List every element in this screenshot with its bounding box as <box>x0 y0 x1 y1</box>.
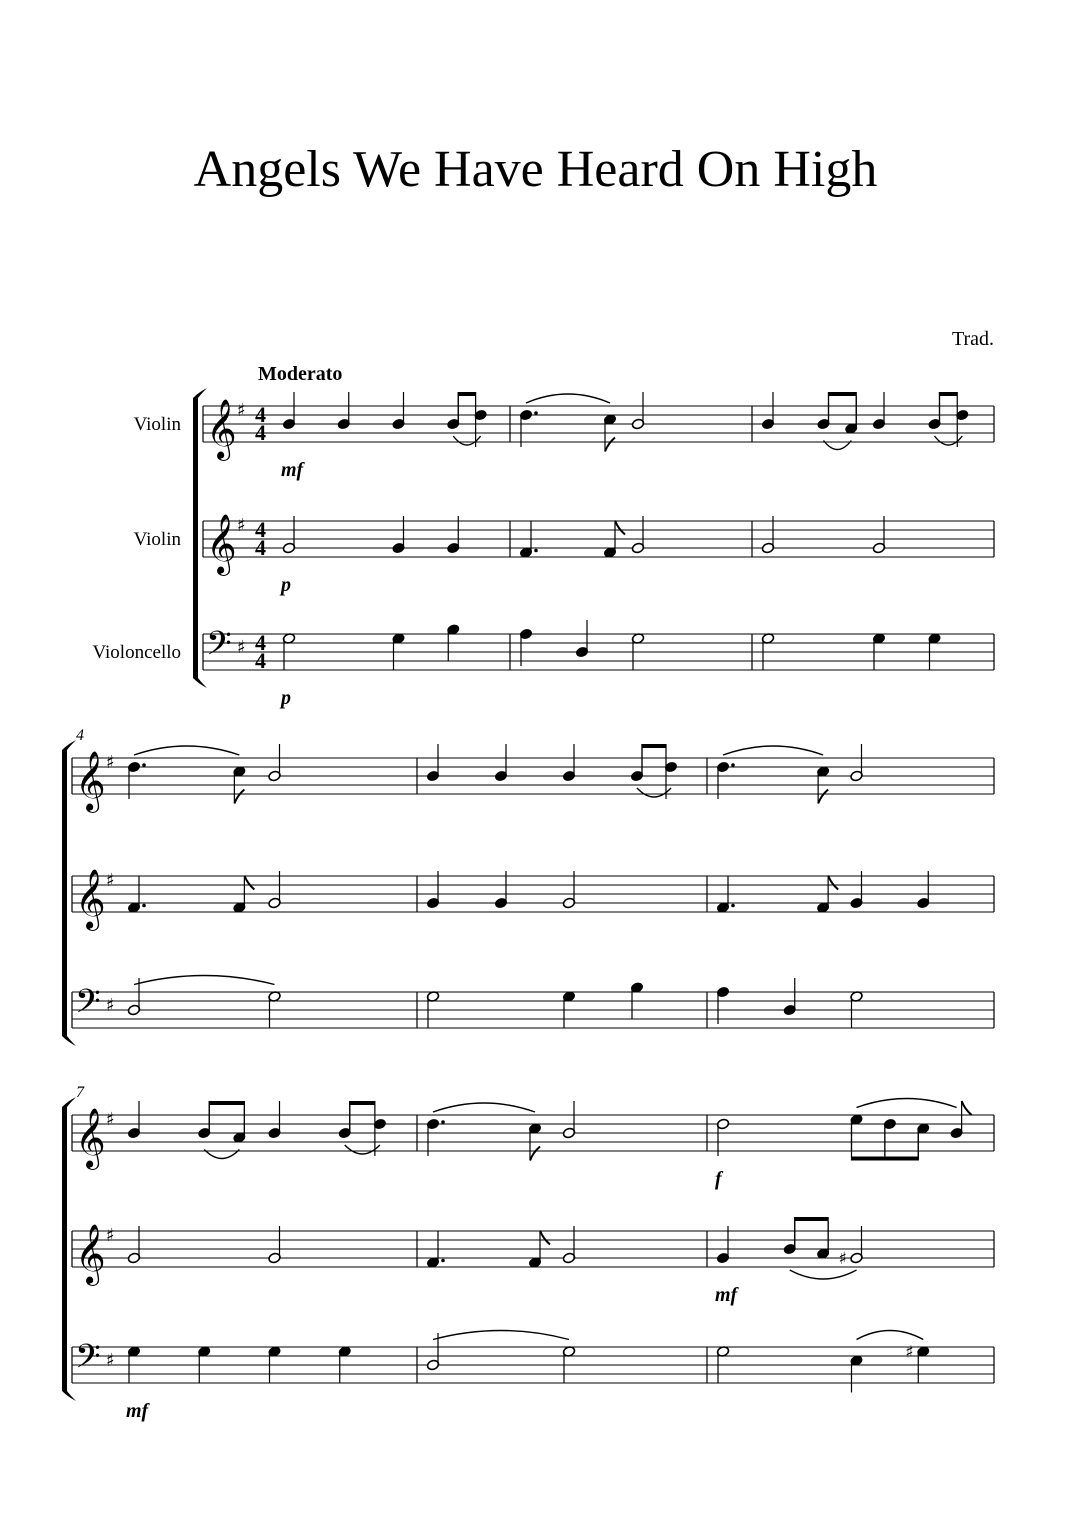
slur <box>723 746 823 755</box>
system-bracket <box>62 1107 67 1391</box>
bass-clef-icon: 𝄢 <box>206 625 232 671</box>
note-flag <box>962 1101 972 1115</box>
beam <box>209 1101 244 1105</box>
augmentation-dot <box>534 411 538 415</box>
accidental-sharp-icon: ♯ <box>905 1342 914 1363</box>
bass-clef-icon: 𝄢 <box>75 983 101 1029</box>
treble-clef-icon: 𝄞 <box>75 869 106 929</box>
note-flag <box>828 876 838 890</box>
augmentation-dot <box>441 1259 445 1263</box>
key-signature-sharp-icon: ♯ <box>237 400 246 421</box>
note-flag <box>818 790 828 804</box>
treble-clef-icon: 𝄞 <box>75 1108 106 1168</box>
slur <box>134 746 239 755</box>
key-signature-sharp-icon: ♯ <box>237 515 246 536</box>
note-flag <box>540 1231 550 1245</box>
dynamic-marking: p <box>281 574 291 596</box>
dynamic-marking: mf <box>281 459 304 481</box>
note-flag <box>234 790 244 804</box>
bracket-cap-bottom <box>62 1391 76 1401</box>
instrument-label: Violoncello <box>92 642 181 663</box>
note-flag <box>605 438 615 452</box>
key-signature-sharp-icon: ♯ <box>237 637 246 658</box>
bracket-cap-bottom <box>62 1036 76 1046</box>
system-bracket <box>193 398 198 678</box>
composer: Trad. <box>951 328 994 350</box>
instrument-label: Violin <box>133 529 181 550</box>
augmentation-dot <box>441 1120 445 1124</box>
key-signature-sharp-icon: ♯ <box>106 995 115 1016</box>
beam <box>458 392 475 396</box>
slur <box>433 1103 535 1112</box>
bracket-cap-bottom <box>193 678 207 688</box>
bracket-cap-top <box>193 388 207 398</box>
treble-clef-icon: 𝄞 <box>206 514 237 574</box>
dynamic-marking: mf <box>715 1284 738 1306</box>
time-signature-denominator: 4 <box>255 420 266 445</box>
time-signature-numerator: 4 <box>255 517 266 542</box>
beam <box>795 1217 828 1221</box>
slur <box>935 436 963 445</box>
measure-number: 4 <box>76 727 84 744</box>
time-signature-denominator: 4 <box>255 535 266 560</box>
measure-number: 7 <box>76 1084 84 1101</box>
slur <box>134 976 275 985</box>
key-signature-sharp-icon: ♯ <box>106 870 115 891</box>
bracket-cap-top <box>62 1097 76 1107</box>
beam <box>852 1157 919 1161</box>
system-bracket <box>62 750 67 1036</box>
beam <box>350 1101 375 1105</box>
slur <box>790 1270 857 1279</box>
treble-clef-icon: 𝄞 <box>75 751 106 811</box>
bracket-cap-top <box>62 740 76 750</box>
note-flag <box>615 521 625 535</box>
dynamic-marking: mf <box>126 1400 149 1422</box>
dynamic-marking: f <box>715 1168 722 1190</box>
augmentation-dot <box>534 549 538 553</box>
slur <box>433 1331 569 1340</box>
accidental-sharp-icon: ♯ <box>838 1249 847 1269</box>
augmentation-dot <box>142 763 146 767</box>
augmentation-dot <box>731 763 735 767</box>
dynamic-marking: p <box>281 687 291 709</box>
bass-clef-icon: 𝄢 <box>75 1338 101 1384</box>
augmentation-dot <box>731 904 735 908</box>
slur <box>857 1099 957 1108</box>
beam <box>642 744 666 748</box>
beam <box>829 392 857 396</box>
time-signature-numerator: 4 <box>255 402 266 427</box>
key-signature-sharp-icon: ♯ <box>106 1225 115 1246</box>
slur <box>526 394 610 403</box>
time-signature-numerator: 4 <box>255 630 266 655</box>
time-signature-denominator: 4 <box>255 648 266 673</box>
tempo-marking: Moderato <box>258 363 343 385</box>
slur <box>453 436 480 445</box>
instrument-label: Violin <box>133 414 181 435</box>
slur <box>857 1331 924 1340</box>
note-flag <box>530 1147 540 1161</box>
key-signature-sharp-icon: ♯ <box>106 752 115 773</box>
key-signature-sharp-icon: ♯ <box>106 1109 115 1130</box>
page-title: Angels We Have Heard On High <box>193 141 878 198</box>
treble-clef-icon: 𝄞 <box>206 399 237 459</box>
augmentation-dot <box>142 904 146 908</box>
note-flag <box>244 876 254 890</box>
treble-clef-icon: 𝄞 <box>75 1224 106 1284</box>
beam <box>940 392 958 396</box>
key-signature-sharp-icon: ♯ <box>106 1350 115 1371</box>
